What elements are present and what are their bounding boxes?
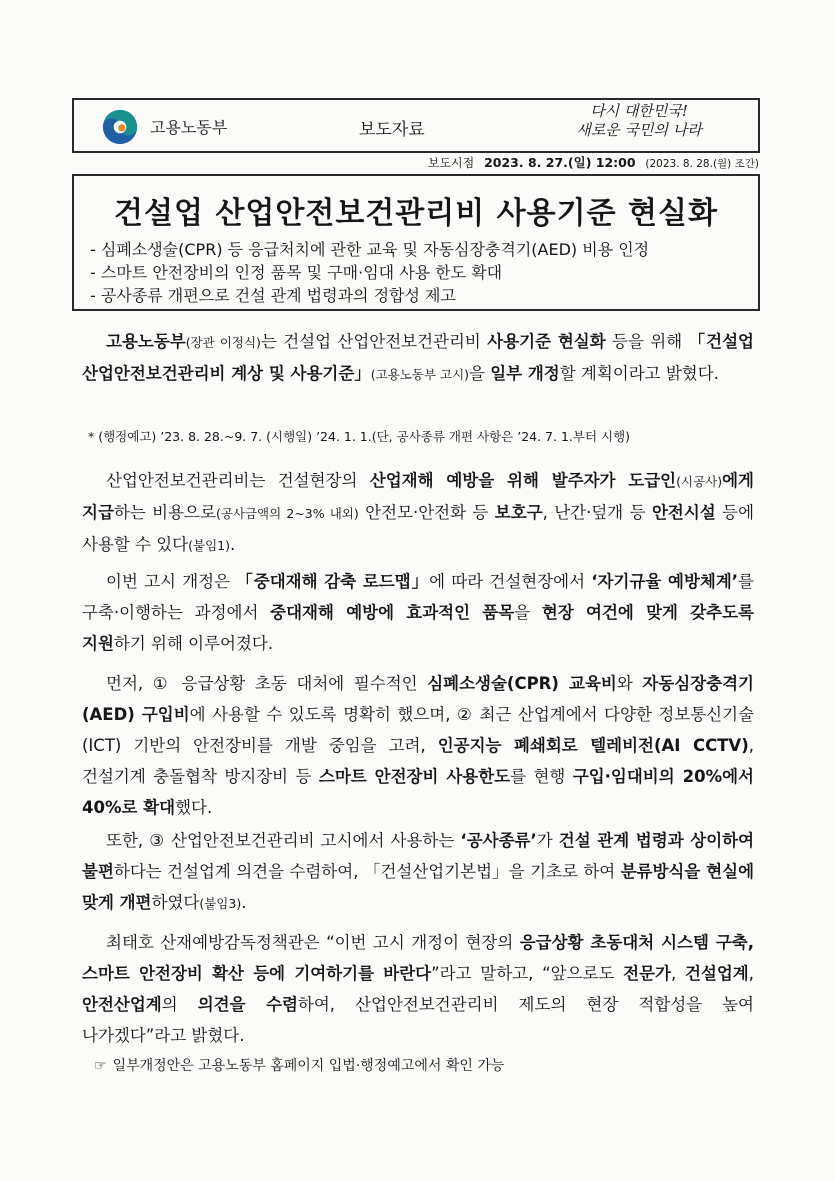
paragraph-2: 산업안전보건관리비는 건설현장의 산업재해 예방을 위해 발주자가 도급인(시공사)에게 지급하는 비용으로(공사금액의 2~3% 내외) 안전모·안전화 등 보호구, 난간·덮개 등 안전시설 등에 사용할 수 있다(붙임1). bbox=[82, 471, 755, 554]
press-release-header bbox=[72, 98, 760, 153]
paragraph-1: 고용노동부(장관 이정식)는 건설업 산업안전보건관리비 사용기준 현실화 등을 위해 「건설업 산업안전보건관리비 계상 및 사용기준」(고용노동부 고시)을 일부 개정할 계획이라고 밝혔다. bbox=[82, 332, 754, 383]
slogan-line-1: 다시 대한민국! bbox=[590, 102, 688, 120]
subtitle-list bbox=[90, 238, 649, 307]
pointing-hand-icon: ☞ bbox=[94, 1058, 107, 1074]
document-type: 보도자료 bbox=[359, 120, 425, 140]
footnote-text: 일부개정안은 고용노동부 홈페이지 입법·행정예고에서 확인 가능 bbox=[112, 1058, 505, 1074]
release-label: 보도시점 bbox=[427, 156, 475, 170]
paragraph-6: 최태호 산재예방감독정책관은 “이번 고시 개정이 현장의 응급상황 초동대처 시스템 구축, 스마트 안전장비 확산 등에 기여하기를 바란다”라고 말하고, “앞으로도 전문가, 건설업계, 안전산업계의 의견을 수렴하여, 산업안전보건관리비 제도의 현장 적합성을 높여 나가겠다”라고 밝혔다. bbox=[82, 933, 754, 1045]
slogan bbox=[524, 102, 754, 140]
title-box bbox=[72, 174, 760, 311]
paragraph-4: 먼저, ① 응급상황 초동 대처에 필수적인 심폐소생술(CPR) 교육비와 자동심장충격기(AED) 구입비에 사용할 수 있도록 명확히 했으며, ② 최근 산업계에서 다양한 정보통신기술(ICT) 기반의 안전장비를 개발 중임을 고려, 인공지능 폐쇄회로 텔레비전(AI CCTV), 건설기계 충돌협착 방지장비 등 스마트 안전장비 사용한도를 현행 구입·임대비의 20%에서 40%로 확대했다. bbox=[82, 674, 755, 817]
release-embargo: (2023. 8. 28.(월) 조간) bbox=[645, 158, 759, 170]
release-time bbox=[428, 153, 759, 171]
subtitle-item: - 공사종류 개편으로 건설 관계 법령과의 정합성 제고 bbox=[90, 286, 456, 305]
government-emblem-icon bbox=[102, 109, 138, 145]
schedule-note: * (행정예고) ’23. 8. 28.~9. 7. (시행일) ’24. 1. 1.(단, 공사종류 개편 사항은 ’24. 7. 1.부터 시행) bbox=[88, 429, 631, 444]
page-title: 건설업 산업안전보건관리비 사용기준 현실화 bbox=[114, 196, 718, 231]
subtitle-item: - 심폐소생술(CPR) 등 응급처치에 관한 교육 및 자동심장충격기(AED) 비용 인정 bbox=[90, 240, 650, 259]
paragraph-5: 또한, ③ 산업안전보건관리비 고시에서 사용하는 ‘공사종류’가 건설 관계 법령과 상이하여 불편하다는 건설업계 의견을 수렴하여, 「건설산업기본법」을 기초로 하여 분류방식을 현실에 맞게 개편하였다(붙임3). bbox=[82, 831, 755, 912]
paragraph-3: 이번 고시 개정은 「중대재해 감축 로드맵」에 따라 건설현장에서 ‘자기규율 예방체계’를 구축·이행하는 과정에서 중대재해 예방에 효과적인 품목을 현장 여건에 맞게 갖추도록 지원하기 위해 이루어졌다. bbox=[82, 572, 754, 653]
footnote bbox=[94, 1055, 504, 1075]
ministry-name: 고용노동부 bbox=[150, 118, 228, 137]
release-datetime: 2023. 8. 27.(일) 12:00 bbox=[484, 155, 636, 170]
subtitle-item: - 스마트 안전장비의 인정 품목 및 구매·임대 사용 한도 확대 bbox=[90, 263, 503, 282]
slogan-line-2: 새로운 국민의 나라 bbox=[576, 121, 702, 139]
